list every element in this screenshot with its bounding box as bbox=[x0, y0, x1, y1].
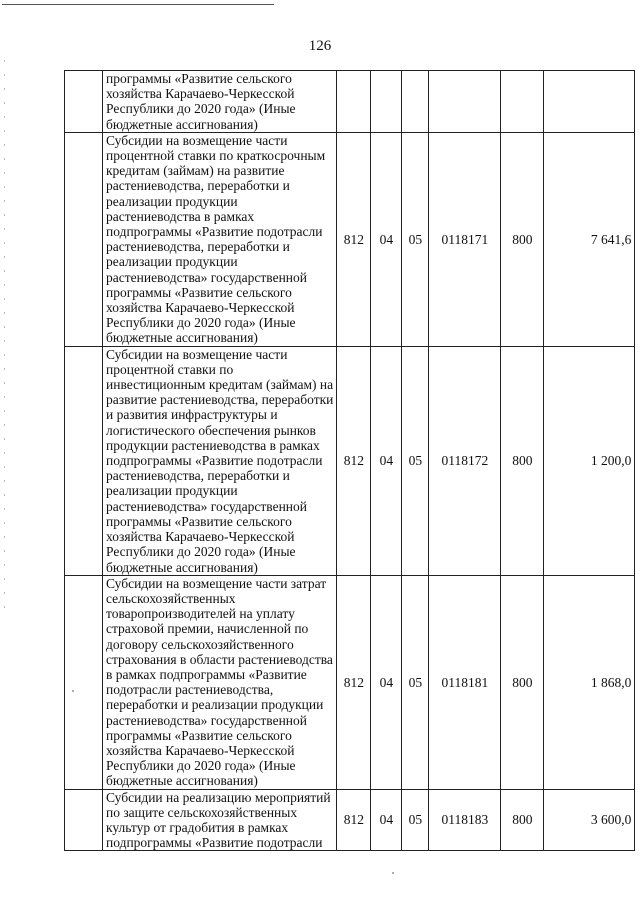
expense-name-line: сельскохозяйственных bbox=[106, 590, 236, 606]
expense-name-line: бюджетные ассигнования) bbox=[106, 116, 258, 132]
scan-edge-marks bbox=[4, 60, 5, 620]
subsection-code-cell: 05 bbox=[402, 346, 429, 575]
expense-name-line: растениеводства, переработки и bbox=[106, 239, 290, 255]
expense-name-line: подпрограммы «Развитие подотрасли bbox=[106, 835, 323, 851]
expense-name-line: Республики до 2020 года» (Иные bbox=[106, 758, 296, 774]
expense-name-line: программы «Развитие сельского bbox=[106, 727, 292, 743]
expense-name-line: страховой премии, начисленной по bbox=[106, 621, 309, 637]
expense-name-line: бюджетные ассигнования) bbox=[106, 559, 258, 575]
row-number-cell bbox=[65, 575, 103, 789]
expense-name-line: подпрограммы «Развитие подотрасли bbox=[106, 453, 323, 469]
target-article-cell: 0118183 bbox=[429, 789, 501, 851]
amount-cell: 1 200,0 bbox=[544, 346, 635, 575]
section-code-cell: 04 bbox=[371, 132, 402, 346]
expense-name-line: растениеводства, переработки и bbox=[106, 468, 290, 484]
expense-name-line: хозяйства Карачаево-Черкесской bbox=[106, 742, 295, 758]
target-article-cell: 0118181 bbox=[429, 575, 501, 789]
expense-name-line: подотрасли растениеводства, bbox=[106, 682, 274, 698]
section-code-cell: 04 bbox=[371, 346, 402, 575]
expense-name-line: Субсидии на возмещение части bbox=[106, 132, 288, 148]
expense-name-line: договору сельскохозяйственного bbox=[106, 636, 294, 652]
table-row bbox=[65, 346, 635, 575]
expense-name-cell bbox=[103, 789, 337, 851]
section-code-cell: 04 bbox=[371, 789, 402, 851]
top-rule bbox=[2, 4, 274, 5]
expense-name-line: программы «Развитие сельского bbox=[106, 71, 292, 86]
expense-name-line: растениеводства, переработки и bbox=[106, 178, 290, 194]
row-number-cell bbox=[65, 71, 103, 133]
expense-name-line: логистического обеспечения рынков bbox=[106, 422, 316, 438]
section-code-cell bbox=[371, 71, 402, 133]
expense-name-line: Субсидии на возмещение части затрат bbox=[106, 575, 327, 591]
ministry-code-cell: 812 bbox=[337, 789, 371, 851]
expense-name-line: Субсидии на реализацию мероприятий bbox=[106, 789, 331, 805]
expense-name-line: в рамках подпрограммы «Развитие bbox=[106, 666, 307, 682]
expense-name-line: продукции растениеводства в рамках bbox=[106, 437, 320, 453]
expense-name-line: хозяйства Карачаево-Черкесской bbox=[106, 86, 295, 102]
section-code-cell: 04 bbox=[371, 575, 402, 789]
expense-name-line: инвестиционным кредитам (займам) на bbox=[106, 377, 334, 393]
target-article-cell: 0118171 bbox=[429, 132, 501, 346]
expense-type-cell: 800 bbox=[501, 789, 544, 851]
target-article-cell bbox=[429, 71, 501, 133]
expense-name-line: Республики до 2020 года» (Иные bbox=[106, 544, 296, 560]
page-number: 126 bbox=[308, 38, 332, 54]
expense-name-line: программы «Развитие сельского bbox=[106, 513, 292, 529]
table-row bbox=[65, 575, 635, 789]
ministry-code-cell: 812 bbox=[337, 575, 371, 789]
expense-name-line: растениеводства в рамках bbox=[106, 208, 255, 224]
expense-name-line: программы «Развитие сельского bbox=[106, 284, 292, 300]
expense-name-line: хозяйства Карачаево-Черкесской bbox=[106, 529, 295, 545]
expense-name-line: культур от градобития в рамках bbox=[106, 819, 289, 835]
row-number-cell bbox=[65, 789, 103, 851]
expense-name-line: процентной ставки по краткосрочным bbox=[106, 148, 326, 164]
expense-name-cell bbox=[103, 575, 337, 789]
scan-speck bbox=[392, 872, 394, 874]
expense-name-cell bbox=[103, 346, 337, 575]
target-article-cell: 0118172 bbox=[429, 346, 501, 575]
expense-name-line: растениеводства» государственной bbox=[106, 712, 307, 728]
amount-cell: 7 641,6 bbox=[544, 132, 635, 346]
expense-type-cell: 800 bbox=[501, 575, 544, 789]
expense-name-cell bbox=[103, 132, 337, 346]
subsection-code-cell: 05 bbox=[402, 789, 429, 851]
expense-name-line: подпрограммы «Развитие подотрасли bbox=[106, 224, 323, 240]
row-number-cell bbox=[65, 132, 103, 346]
expense-type-cell: 800 bbox=[501, 132, 544, 346]
expense-name-line: реализации продукции bbox=[106, 483, 238, 499]
expense-name-line: процентной ставки по bbox=[106, 361, 234, 377]
ministry-code-cell: 812 bbox=[337, 346, 371, 575]
expense-name-line: страхования в области растениеводства bbox=[106, 651, 333, 667]
amount-cell: 3 600,0 bbox=[544, 789, 635, 851]
subsection-code-cell: 05 bbox=[402, 132, 429, 346]
expense-name-line: бюджетные ассигнования) bbox=[106, 773, 258, 789]
amount-cell: 1 868,0 bbox=[544, 575, 635, 789]
expense-name-line: растениеводства» государственной bbox=[106, 498, 307, 514]
ministry-code-cell: 812 bbox=[337, 132, 371, 346]
expense-name-line: хозяйства Карачаево-Черкесской bbox=[106, 300, 295, 316]
expense-name-line: кредитам (займам) на развитие bbox=[106, 163, 285, 179]
budget-table-body bbox=[65, 71, 635, 851]
expense-name-line: реализации продукции bbox=[106, 254, 238, 270]
expense-name-line: по защите сельскохозяйственных bbox=[106, 804, 298, 820]
expense-name-line: развитие растениеводства, переработки bbox=[106, 392, 334, 408]
amount-cell bbox=[544, 71, 635, 133]
expense-name-line: бюджетные ассигнования) bbox=[106, 330, 258, 346]
expense-name-line: Республики до 2020 года» (Иные bbox=[106, 101, 296, 117]
expense-name-line: переработки и реализации продукции bbox=[106, 697, 324, 713]
expense-type-cell: 800 bbox=[501, 346, 544, 575]
expense-name-line: Республики до 2020 года» (Иные bbox=[106, 315, 296, 331]
expense-name-line: Субсидии на возмещение части bbox=[106, 346, 288, 362]
subsection-code-cell: 05 bbox=[402, 575, 429, 789]
expense-type-cell bbox=[501, 71, 544, 133]
row-number-cell bbox=[65, 346, 103, 575]
ministry-code-cell bbox=[337, 71, 371, 133]
expense-name-line: растениеводства» государственной bbox=[106, 269, 307, 285]
expense-name-line: и развития инфраструктуры и bbox=[106, 407, 278, 423]
table-row bbox=[65, 132, 635, 346]
budget-table bbox=[64, 70, 635, 851]
table-row bbox=[65, 789, 635, 851]
expense-name-line: товаропроизводителей на уплату bbox=[106, 606, 295, 622]
table-row bbox=[65, 71, 635, 133]
scan-speck bbox=[72, 690, 74, 692]
expense-name-cell bbox=[103, 71, 337, 133]
subsection-code-cell bbox=[402, 71, 429, 133]
expense-name-line: реализации продукции bbox=[106, 193, 238, 209]
